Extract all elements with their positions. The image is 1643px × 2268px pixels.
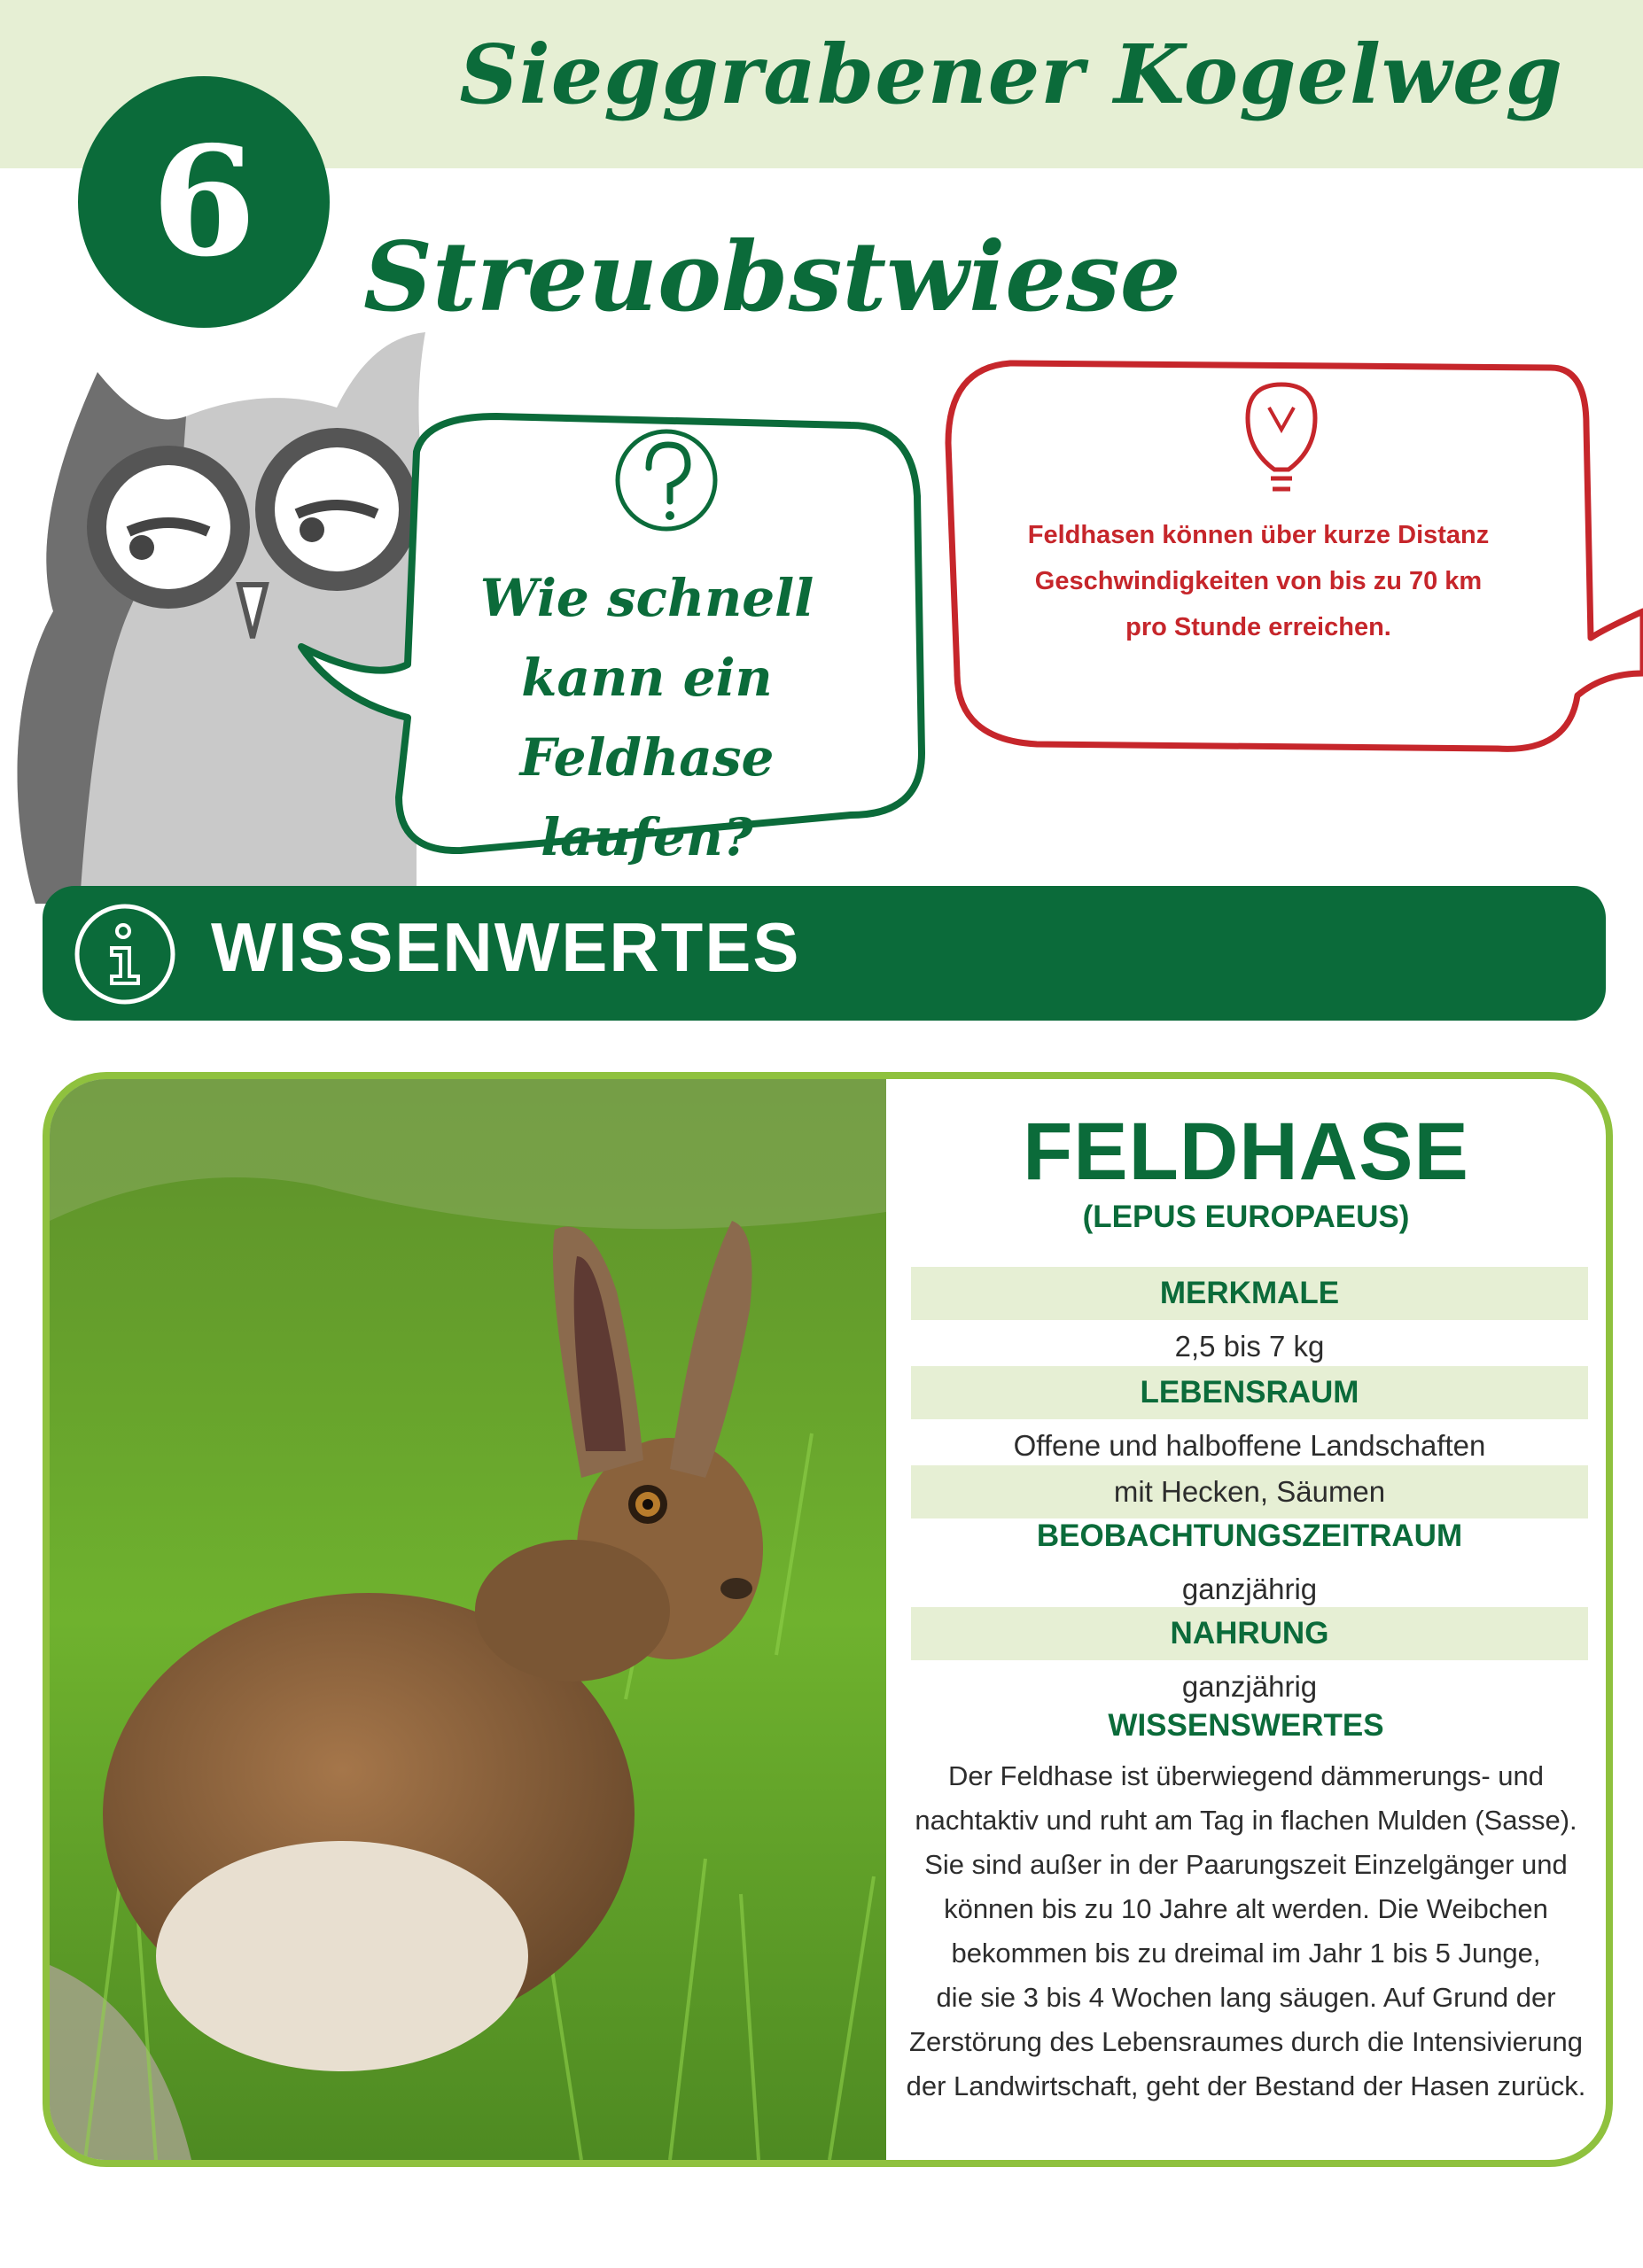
- nahrung-label: NAHRUNG: [911, 1607, 1588, 1660]
- merkmale-value: 2,5 bis 7 kg: [1174, 1330, 1325, 1363]
- merkmale-label: MERKMALE: [911, 1267, 1588, 1320]
- description-line: die sie 3 bis 4 Wochen lang säugen. Auf Grund der: [936, 1982, 1556, 2013]
- species-card: [43, 1072, 1613, 2167]
- lebensraum-value: mit Hecken, Säumen: [911, 1465, 1588, 1518]
- description-line: Der Feldhase ist überwiegend dämmerungs- und: [947, 1760, 1545, 1791]
- species-name: FELDHASE: [1023, 1107, 1469, 1197]
- species-latin-name: (LEPUS EUROPAEUS): [1082, 1200, 1410, 1234]
- question-line: kann ein: [521, 648, 773, 708]
- lebensraum-value: Offene und halboffene Landschaften: [1013, 1429, 1486, 1462]
- description-line: Zerstörung des Lebensraumes durch die Intensivierung: [909, 2026, 1583, 2057]
- beobachtung-label: BEOBACHTUNGSZEITRAUM: [1036, 1518, 1463, 1553]
- lebensraum-label: LEBENSRAUM: [911, 1366, 1588, 1419]
- answer-line: Feldhasen können über kurze Distanz: [1027, 521, 1490, 549]
- section-title: WISSENWERTES: [211, 908, 801, 986]
- trail-name: Sieggrabener Kogelweg: [459, 27, 1563, 122]
- description-line: der Landwirtschaft, geht der Bestand der Hasen zurück.: [906, 2070, 1586, 2101]
- wissenswertes-label: WISSENSWERTES: [1108, 1708, 1384, 1743]
- question-line: Feldhase laufen?: [519, 727, 775, 867]
- nahrung-value: ganzjährig: [1181, 1670, 1318, 1703]
- station-title: Streuobstwiese: [363, 221, 1181, 333]
- description-line: nachtaktiv und ruht am Tag in flachen Mulden (Sasse).: [915, 1805, 1577, 1836]
- answer-line: Geschwindigkeiten von bis zu 70 km: [1034, 567, 1483, 595]
- question-line: Wie schnell: [479, 568, 814, 628]
- species-info-panel: [886, 1079, 1606, 2160]
- brown-hare-photo: [50, 1079, 886, 2160]
- answer-line: pro Stunde erreichen.: [1125, 613, 1391, 641]
- description-line: bekommen bis zu dreimal im Jahr 1 bis 5 Junge,: [951, 1938, 1541, 1969]
- description-line: können bis zu 10 Jahre alt werden. Die Weibchen: [944, 1893, 1548, 1924]
- station-number-badge: 6: [78, 76, 330, 328]
- wissenswertes-text: [904, 1754, 1588, 2109]
- info-icon: [73, 902, 177, 1006]
- question-text: [417, 558, 877, 877]
- description-line: Sie sind außer in der Paarungszeit Einzelgänger und: [924, 1849, 1568, 1880]
- answer-text: [993, 512, 1524, 650]
- beobachtung-value: ganzjährig: [1181, 1573, 1318, 1605]
